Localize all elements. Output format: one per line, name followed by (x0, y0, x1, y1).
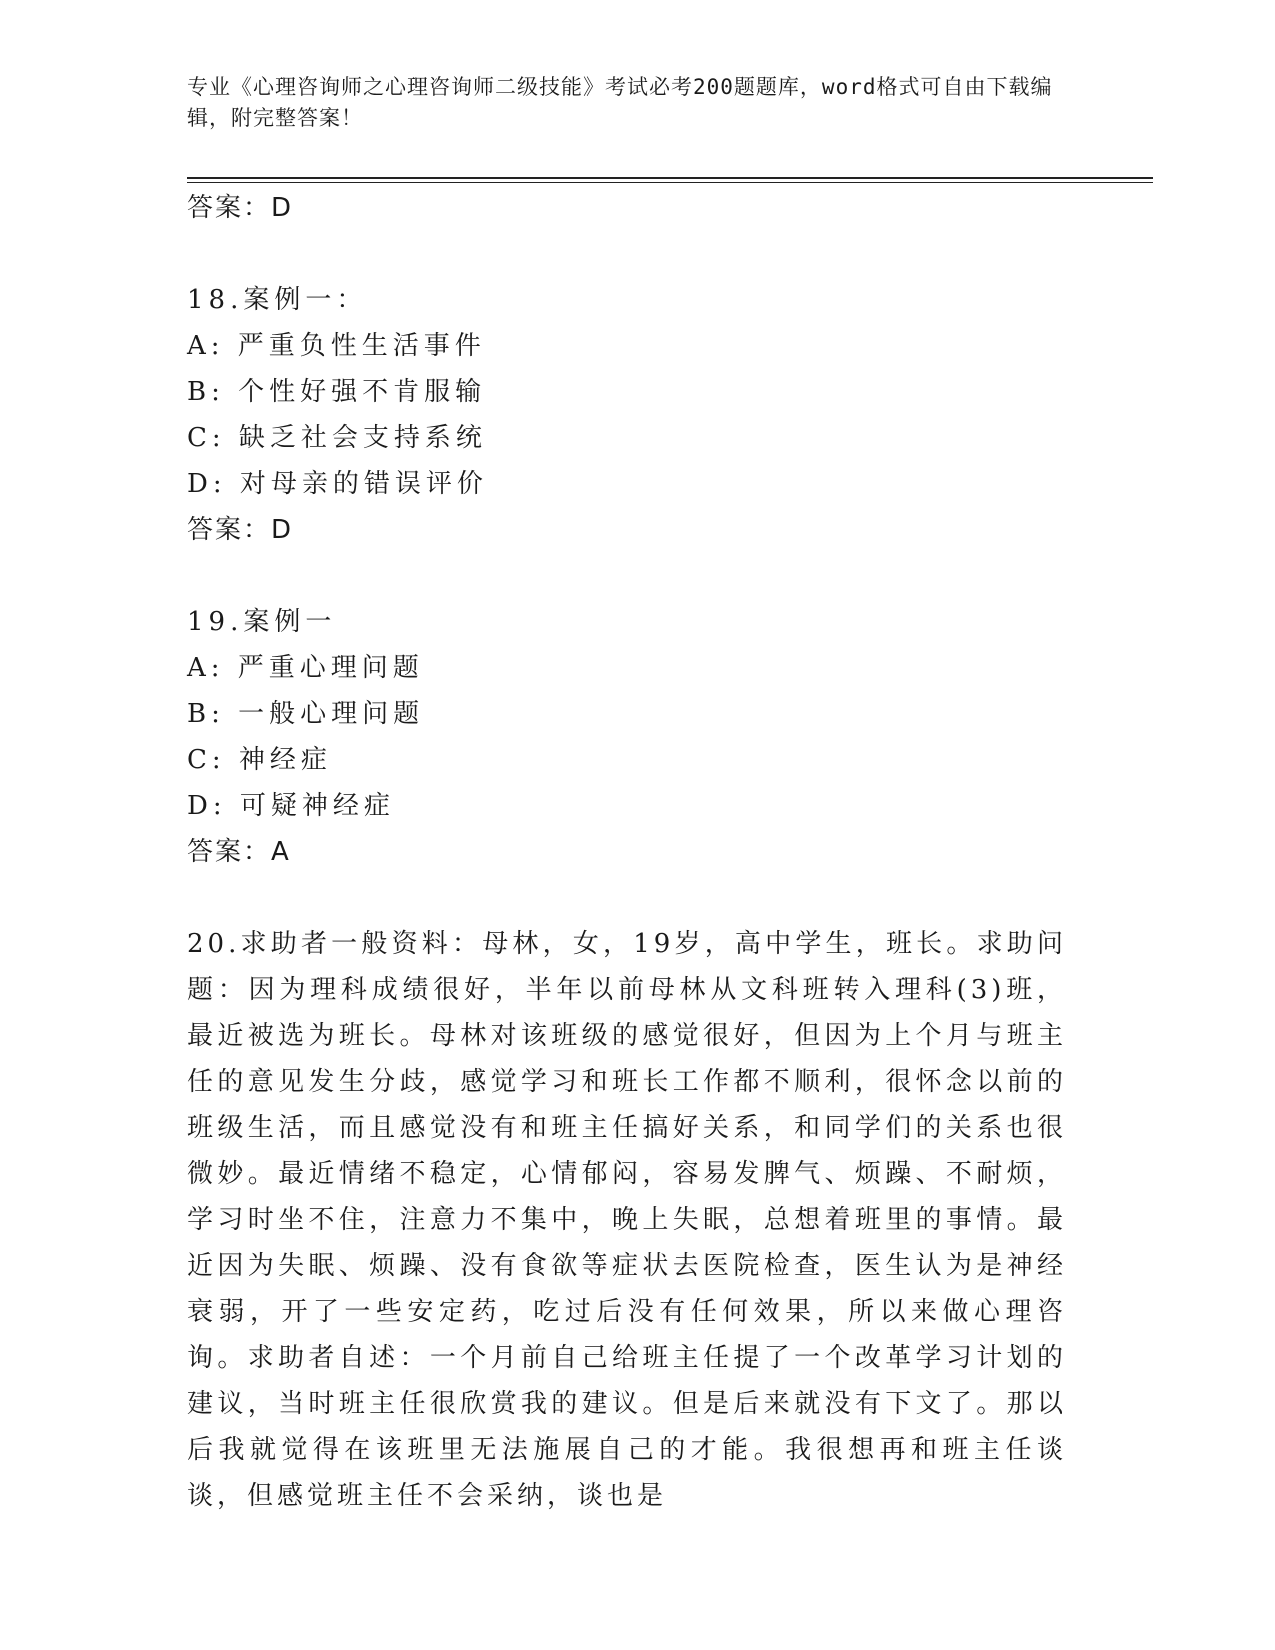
option-a: A: 严重心理问题 (187, 653, 424, 683)
option-d: D: 对母亲的错误评价 (187, 469, 488, 499)
question-19 (187, 599, 1077, 875)
header-rule-thin (187, 182, 1153, 183)
question-title: 18.案例一： (187, 285, 368, 315)
option-b: B: 个性好强不肯服输 (187, 377, 487, 407)
option-c: C: 神经症 (187, 745, 332, 775)
document-header: 专业《心理咨询师之心理咨询师二级技能》考试必考200题题库，word格式可自由下载编辑，附完整答案！ (187, 75, 1053, 130)
document-body (187, 185, 1077, 1519)
header-rule-thick (187, 177, 1153, 179)
answer-label: 答案：D (187, 193, 294, 223)
question-18 (187, 277, 1077, 553)
case-description: 20.求助者一般资料：母林，女，19岁，高中学生，班长。求助问题：因为理科成绩很好，半年以前母林从文科班转入理科(3)班，最近被选为班长。母林对该班级的感觉很好，但因为上个月与班主任的意见发生分歧，感觉学习和班长工作都不顺利，很怀念以前的班级生活，而且感觉没有和班主任搞好关系，和同学们的关系也很微妙。最近情绪不稳定，心情郁闷，容易发脾气、烦躁、不耐烦，学习时坐不住，注意力不集中，晚上失眠，总想着班里的事情。最近因为失眠、烦躁、没有食欲等症状去医院检查，医生认为是神经衰弱，开了一些安定药，吃过后没有任何效果，所以来做心理咨询。求助者自述：一个月前自己给班主任提了一个改革学习计划的建议，当时班主任很欣赏我的建议。但是后来就没有下文了。那以后我就觉得在该班里无法施展自己的才能。我很想再和班主任谈谈，但感觉班主任不会采纳，谈也是 (187, 929, 1067, 1511)
question-20 (187, 921, 1077, 1519)
question-title: 19.案例一 (187, 607, 337, 637)
answer-label: 答案：D (187, 515, 294, 545)
option-c: C: 缺乏社会支持系统 (187, 423, 487, 453)
option-d: D: 可疑神经症 (187, 791, 395, 821)
answer-label: 答案：A (187, 837, 291, 867)
option-b: B: 一般心理问题 (187, 699, 425, 729)
option-a: A: 严重负性生活事件 (187, 331, 486, 361)
